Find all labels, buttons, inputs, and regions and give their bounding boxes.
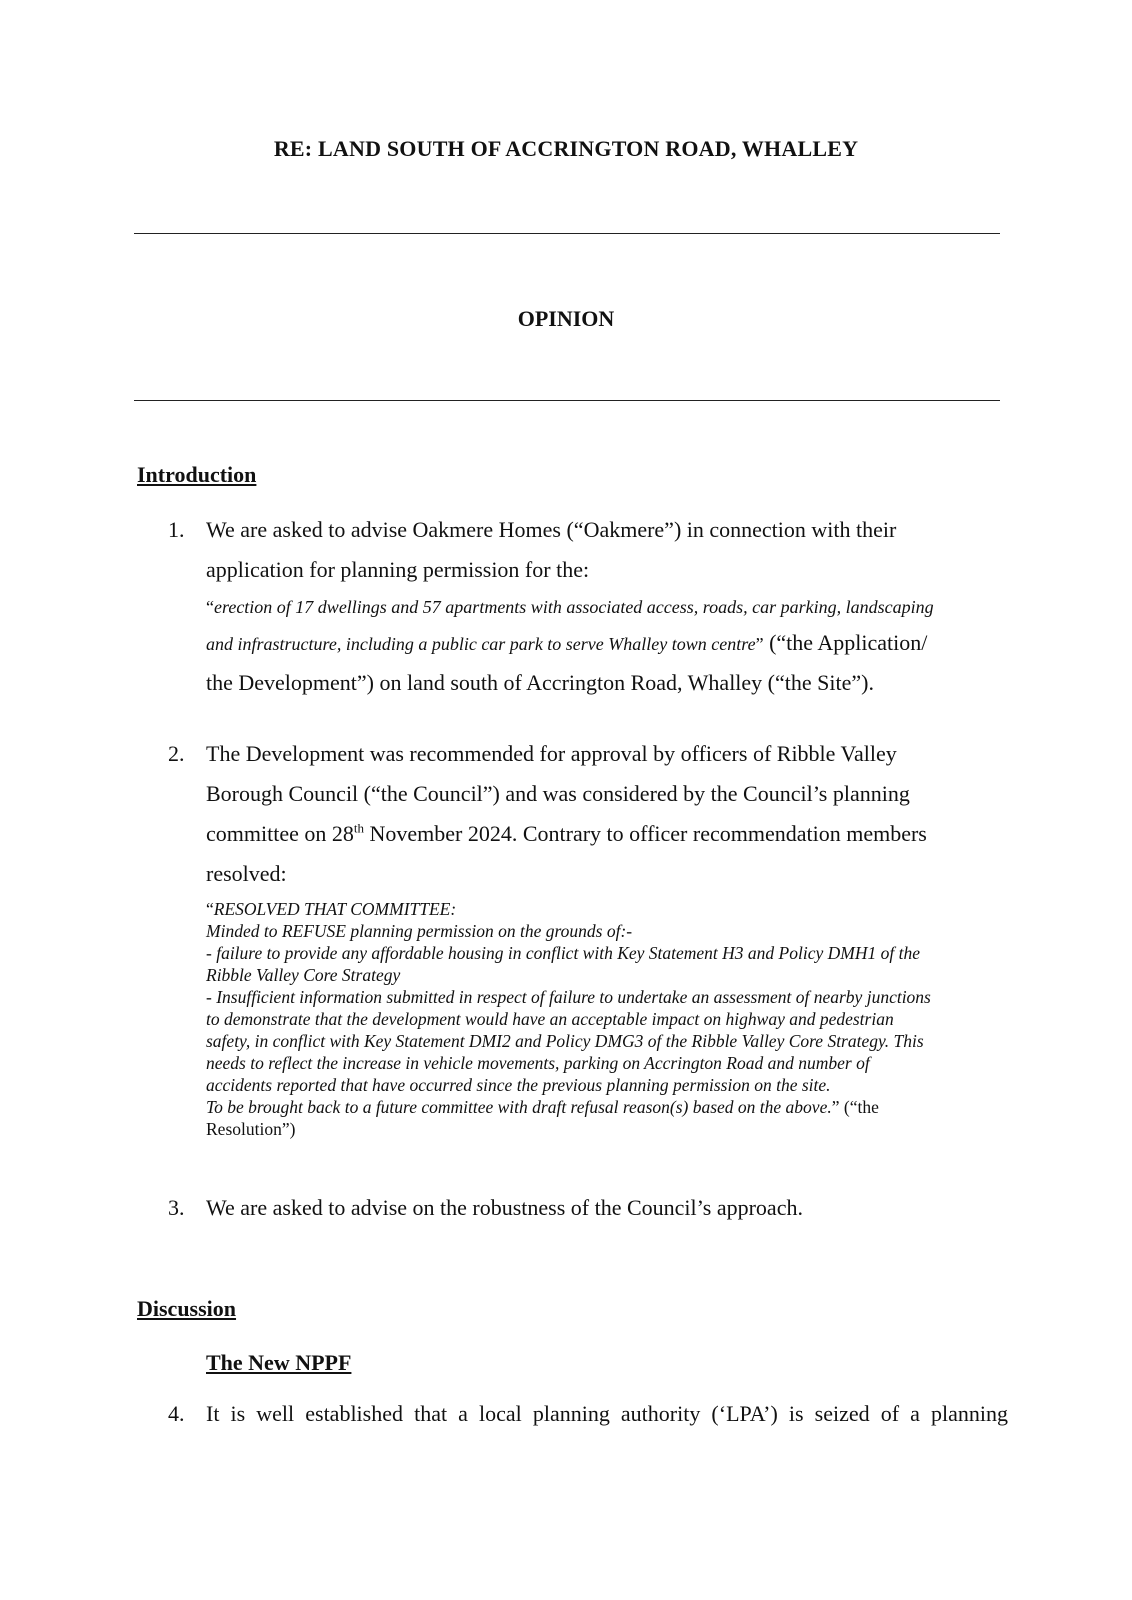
quote-line: [206, 590, 1008, 624]
subheading-new-nppf: The New NPPF: [206, 1350, 352, 1375]
resolution-line: To be brought back to a future committee with draft refusal reason(s) based on the above.: [206, 1097, 832, 1117]
resolution-quote: “RESOLVED THAT COMMITTEE: Minded to REFUSE planning permission on the grounds of:- - failure to provide any affordable housing in conflict with Key Statement H3 and Policy DMH1 of the Ribble Valley Core Strategy - Insufficient information submitted in respect of failure to undertake an assessment of nearby junctions to demonstrate that the development would have an acceptable impact on highway and pedestrian safety, in conflict with Key Statement DMI2 and Policy DMG3 of the Ribble Valley Core Strategy. This needs to reflect the increase in vehicle movements, parking on Accrington Road and number of accidents reported that have occurred since the previous planning permission on the site. To be brought back to a future committee with draft refusal reason(s) based on the above.” (“the Resolution”): [206, 898, 1006, 1140]
quote-mark: “: [206, 899, 214, 919]
horizontal-rule-bottom: [134, 400, 1000, 401]
paragraph-number: 3.: [168, 1195, 185, 1220]
resolution-line: accidents reported that have occurred since the previous planning permission on the site.: [206, 1075, 831, 1095]
paragraph-line: It is well established that a local planning authority (‘LPA’) is seized of a planning: [206, 1401, 1008, 1426]
paragraph-line: We are asked to advise on the robustness of the Council’s approach.: [206, 1195, 803, 1220]
paragraph-4: [168, 1394, 1008, 1434]
paragraph-number: 2.: [168, 741, 185, 766]
resolution-line: Ribble Valley Core Strategy: [206, 965, 401, 985]
resolution-line: to demonstrate that the development would have an acceptable impact on highway and pedestrian: [206, 1009, 894, 1029]
defined-term: Resolution”): [206, 1119, 296, 1139]
ordinal-suffix: th: [353, 820, 364, 836]
paragraph-line: resolved:: [206, 861, 287, 886]
paragraph-number: 4.: [168, 1401, 185, 1426]
paragraph-1: [168, 510, 1008, 703]
paragraph-line: committee on 28th November 2024. Contrary to officer recommendation members: [206, 820, 927, 846]
document-title: RE: LAND SOUTH OF ACCRINGTON ROAD, WHALLEY: [273, 136, 859, 161]
resolution-line: - Insufficient information submitted in respect of failure to undertake an assessment of nearby junctions: [206, 987, 931, 1007]
paragraph-line: the Development”) on land south of Accrington Road, Whalley (“the Site”).: [206, 670, 874, 695]
paragraph-line: Borough Council (“the Council”) and was considered by the Council’s planning: [206, 781, 910, 806]
resolution-line: needs to reflect the increase in vehicle movements, parking on Accrington Road and number of: [206, 1053, 870, 1073]
defined-term: ” (“the: [831, 1097, 879, 1117]
quote-mark: ”: [755, 634, 764, 654]
resolution-line: safety, in conflict with Key Statement DMI2 and Policy DMG3 of the Ribble Valley Core Strategy. This: [206, 1031, 924, 1051]
defined-term: (“the Application/: [763, 630, 928, 655]
quote-mark: “: [206, 597, 214, 617]
quoted-description: erection of 17 dwellings and 57 apartments with associated access, roads, car parking, landscaping: [214, 597, 934, 617]
paragraph-2: [168, 734, 1008, 894]
horizontal-rule-top: [134, 233, 1000, 234]
paragraph-line: The Development was recommended for approval by officers of Ribble Valley: [206, 741, 897, 766]
resolution-line: Minded to REFUSE planning permission on the grounds of:-: [206, 921, 633, 941]
opinion-heading: OPINION: [517, 306, 615, 331]
discussion-heading: Discussion: [137, 1296, 237, 1321]
quoted-description: and infrastructure, including a public car park to serve Whalley town centre: [206, 634, 756, 654]
paragraph-line: application for planning permission for the:: [206, 557, 590, 582]
quote-line: [206, 624, 1008, 663]
paragraph-3: [168, 1188, 1008, 1228]
paragraph-line: We are asked to advise Oakmere Homes (“Oakmere”) in connection with their: [206, 517, 897, 542]
introduction-heading: Introduction: [137, 462, 257, 487]
paragraph-number: 1.: [168, 517, 185, 542]
resolution-line: - failure to provide any affordable housing in conflict with Key Statement H3 and Policy DMH1 of the: [206, 943, 920, 963]
